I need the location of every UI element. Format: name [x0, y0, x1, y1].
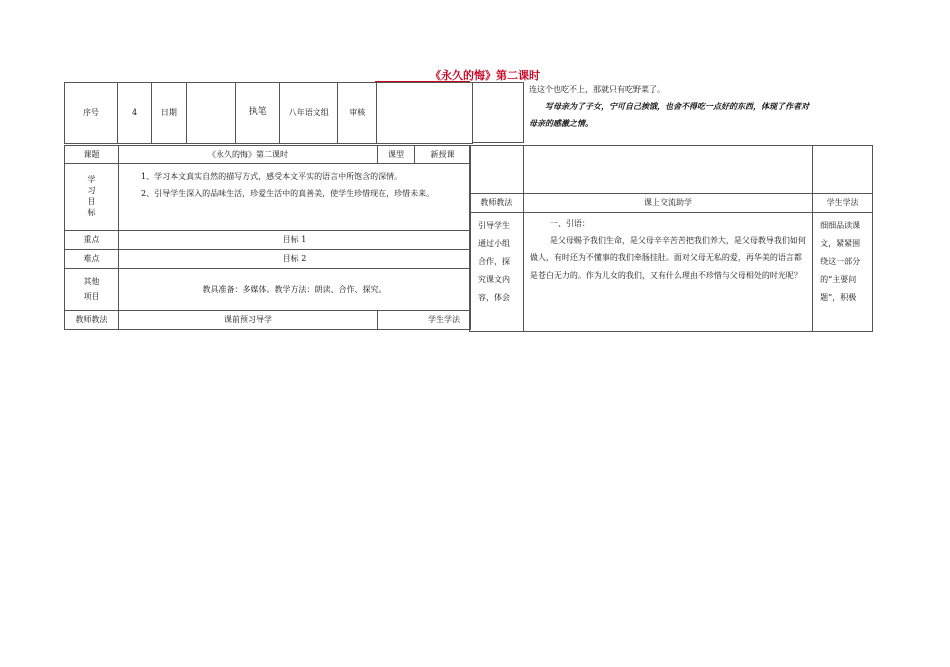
goals-content — [119, 164, 471, 231]
author-label: 执笔 — [236, 83, 280, 144]
intro-paragraph: 是父母赐予我们生命，是父母辛辛苦苦把我们养大，是父母教导我们如何做人，有时还为不懂事的我们牵肠挂肚。面对父母无私的爱，再华美的语言都是苍白无力的。作为儿女的我们，又有什么理由不珍惜与父母相处的时光呢？ — [529, 236, 806, 280]
topic-label: 课题 — [65, 146, 119, 164]
key-value: 目标 1 — [119, 231, 471, 250]
document-title: 《永久的悔》第二课时 — [430, 69, 540, 82]
type-label: 课型 — [378, 146, 415, 164]
seq-value: 4 — [117, 83, 151, 144]
review-value — [377, 83, 473, 144]
left-table — [64, 145, 471, 330]
right-student-method-label: 学生学法 — [813, 194, 873, 213]
topic-value: 《永久的悔》第二课时 — [119, 146, 378, 164]
group-value: 八年语文组 — [280, 83, 338, 144]
right-teacher-method-label: 教师教法 — [470, 194, 524, 213]
seq-label: 序号 — [65, 83, 118, 144]
type-value: 新授课 — [415, 146, 471, 164]
student-method-label: 学生学法 — [378, 311, 471, 330]
right-top-text — [529, 82, 814, 131]
key-label: 重点 — [65, 231, 119, 250]
teacher-method-label: 教师教法 — [65, 311, 119, 330]
student-method-text — [813, 213, 873, 332]
right-top-bold-paragraph: 写母亲为了子女，宁可自己挨饿，也舍不得吃一点好的东西，体现了作者对母亲的感激之情。 — [529, 101, 809, 128]
difficulty-value: 目标 2 — [119, 250, 471, 269]
right-blank-3 — [813, 146, 873, 194]
goals-label-char: 学 — [87, 175, 96, 185]
class-exchange-content — [523, 213, 812, 332]
other-label-line: 项目 — [83, 291, 100, 301]
teacher-method-paragraph: 引导学生通过小组合作，探究课文内容，体会 — [478, 221, 510, 302]
right-blank-2 — [523, 146, 812, 194]
header-table — [64, 82, 473, 144]
difficulty-label: 难点 — [65, 250, 119, 269]
goals-label — [65, 164, 119, 231]
other-label-line: 其他 — [83, 277, 100, 287]
class-exchange-label: 课上交流助学 — [523, 194, 812, 213]
teacher-method-text — [470, 213, 524, 332]
other-value: 教具准备：多媒体。教学方法：朗读、合作、探究。 — [119, 269, 471, 311]
right-top-line: 连这个也吃不上，那就只有吃野菜了。 — [529, 85, 665, 94]
date-label: 日期 — [152, 83, 186, 144]
review-label: 审核 — [338, 83, 377, 144]
goals-label-char: 标 — [87, 207, 96, 217]
right-blank-1 — [470, 146, 524, 194]
goals-label-char: 习 — [87, 186, 96, 196]
intro-heading: 一、引语： — [549, 219, 590, 228]
goal-1: 1、学习本文真实自然的描写方式，感受本文平实的语言中所饱含的深情。 — [141, 172, 403, 181]
right-top-block — [473, 82, 524, 143]
date-value — [186, 83, 236, 144]
right-table — [469, 145, 873, 332]
goal-2: 2、引导学生深入的品味生活，珍爱生活中的真善美，使学生珍惜现在，珍惜未来。 — [141, 189, 435, 199]
preview-label: 课前预习导学 — [119, 311, 378, 330]
other-label — [65, 269, 119, 311]
goals-label-char: 目 — [87, 197, 96, 206]
student-method-paragraph: 细细品读课文，紧紧围绕这一部分的“主要问题”，积极 — [820, 221, 861, 302]
